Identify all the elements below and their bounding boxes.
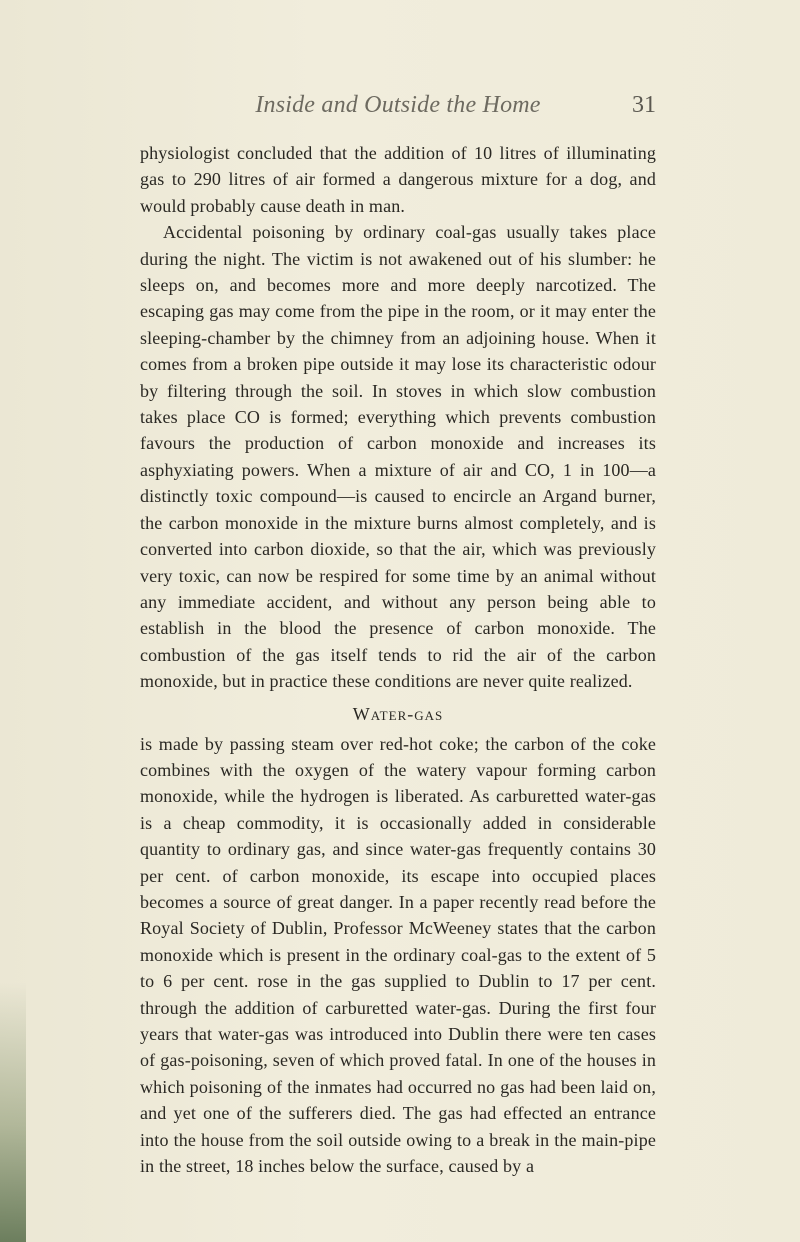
section-heading-water-gas: Water-gas: [352, 703, 444, 724]
paragraph-water-gas: is made by passing steam over red-hot coke; the carbon of the coke combines with the oxygen of the watery vapour forming carbon monoxide, while the hydrogen is liberated. As carburetted water-gas is a cheap commodity, it is occasionally added in considerable quantity to ordinary gas, and since water-gas frequently contains 30 per cent. of carbon monoxide, its escape into occupied places becomes a source of great danger. In a paper recently read before the Royal Society of Dublin, Professor McWeeney states that the carbon monoxide which is present in the ordinary coal-gas to the extent of 5 to 6 per cent. rose in the gas supplied to Dublin to 17 per cent. through the addition of carburetted water-gas. During the first four years that water-gas was introduced into Dublin there were ten cases of gas-poisoning, seven of which proved fatal. In one of the houses in which poisoning of the inmates had occurred no gas had been laid on, and yet one of the sufferers died. The gas had effected an entrance into the house from the soil outside owing to a break in the main-pipe in the street, 18 inches below the surface, caused by a: [140, 733, 656, 1177]
page-number: 31: [632, 92, 656, 118]
body-text: [140, 140, 656, 1179]
running-head: Inside and Outside the Home: [255, 92, 541, 118]
page-header: [140, 92, 656, 122]
paragraph-accidental-poisoning: Accidental poisoning by ordinary coal-gas usually takes place during the night. The victim is not awakened out of his slumber: he sleeps on, and becomes more and more deeply narcotized. The escaping gas may come from the pipe in the room, or it may enter the sleeping-chamber by the chimney from an adjoining house. When it comes from a broken pipe outside it may lose its characteristic odour by filtering through the soil. In stoves in which slow combustion takes place CO is formed; everything which prevents combustion favours the production of carbon monoxide and increases its asphyxiating powers. When a mixture of air and CO, 1 in 100—a distinctly toxic compound—is caused to encircle an Argand burner, the carbon monoxide in the mixture burns almost completely, and is converted into carbon dioxide, so that the air, which was previously very toxic, can now be respired for some time by an animal without any immediate accident, and without any person being able to establish in the blood the presence of carbon monoxide. The combustion of the gas itself tends to rid the air of the carbon monoxide, but in practice these conditions are never quite realized.: [140, 222, 656, 692]
paragraph-continued: physiologist concluded that the addition of 10 litres of illuminating gas to 290 litres of air formed a dangerous mixture for a dog, and would probably cause death in man.: [140, 143, 656, 216]
page-edge-shadow: [0, 982, 26, 1242]
